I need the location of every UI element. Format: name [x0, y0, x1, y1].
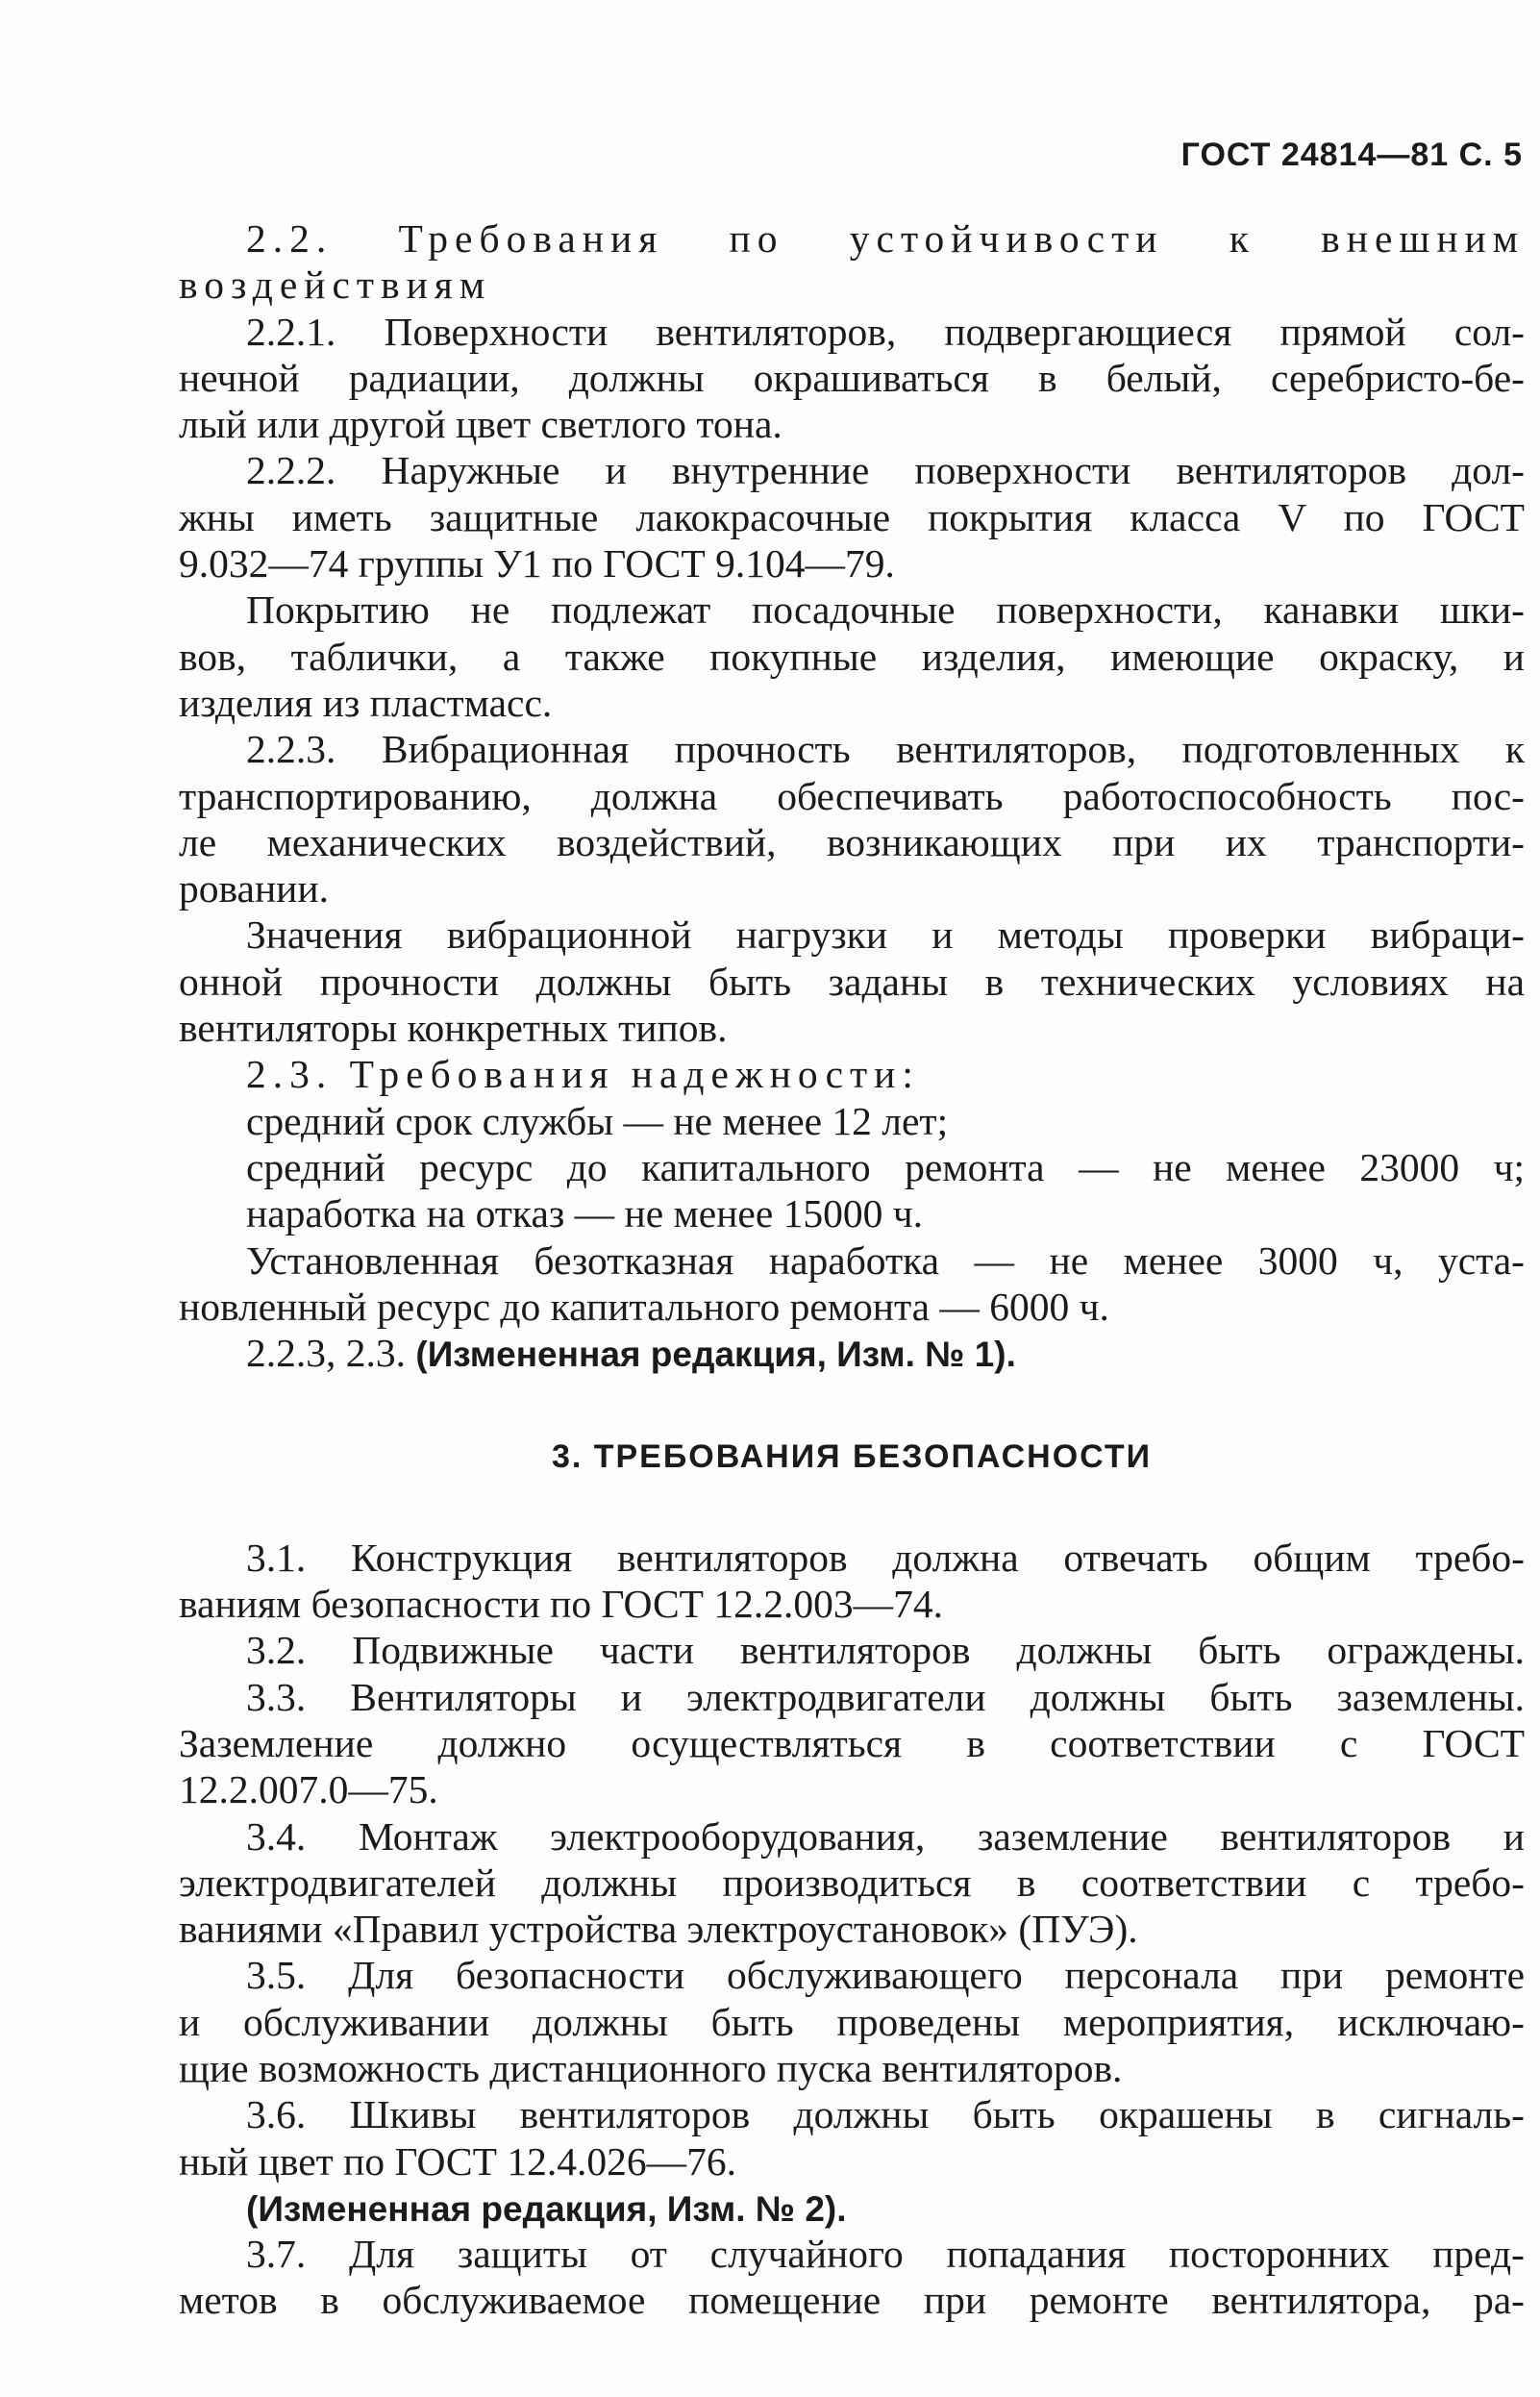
heading-2-2-line2: воздействиям — [179, 262, 492, 308]
clause-3-5-line2: и обслуживании должны быть проведены мероприятия, исключаю- — [179, 1999, 1525, 2044]
clause-2-2-3-line2: транспортированию, должна обеспечивать работоспособность пос- — [179, 773, 1525, 818]
clause-2-2-2-line2: жны иметь защитные лакокрасочные покрытия класса V по ГОСТ — [179, 494, 1525, 539]
revision-note-1-text: (Измененная редакция, Изм. № 1). — [415, 1335, 1016, 1375]
page-header: ГОСТ 24814—81 С. 5 — [1180, 137, 1523, 173]
clause-3-1-line2: ваниям безопасности по ГОСТ 12.2.003—74. — [179, 1582, 943, 1627]
clause-3-3-line2: Заземление должно осуществляться в соответствии с ГОСТ — [179, 1720, 1525, 1765]
revision-note-2-text: (Измененная редакция, Изм. № 2). — [246, 2188, 847, 2229]
vibration-load-line3: вентиляторы конкретных типов. — [179, 1006, 728, 1051]
clause-3-6-line2: ный цвет по ГОСТ 12.4.026—76. — [179, 2138, 736, 2184]
clause-3-6-line1: 3.6. Шкивы вентиляторов должны быть окрашены в сигналь- — [246, 2092, 1525, 2137]
revision-note-1 — [246, 1330, 1525, 1376]
clause-3-3-line3: 12.2.007.0—75. — [179, 1767, 438, 1812]
clause-3-7-line2: метов в обслуживаемое помещение при ремонте вентилятора, ра- — [179, 2278, 1525, 2323]
reliability-failure-free-line1: Установленная безотказная наработка — не менее 3000 ч, уста- — [246, 1237, 1525, 1283]
clause-2-2-3-line4: ровании. — [179, 866, 329, 911]
clause-2-2-1-line1: 2.2.1. Поверхности вентиляторов, подвергающиеся прямой сол- — [246, 309, 1525, 354]
clause-2-2-3-line3: ле механических воздействий, возникающих при их транспорти- — [179, 819, 1525, 864]
clause-3-5-line1: 3.5. Для безопасности обслуживающего персонала при ремонте — [246, 1953, 1525, 1998]
revision-note-1-prefix: 2.2.3, 2.3. — [246, 1331, 416, 1376]
heading-2-3: 2.3. Требования надежности: — [246, 1052, 920, 1097]
coating-exceptions-line2: вов, таблички, а также покупные изделия, имеющие окраску, и — [179, 634, 1525, 679]
clause-2-2-3-line1: 2.2.3. Вибрационная прочность вентиляторов, подготовленных к — [246, 727, 1525, 772]
clause-3-2: 3.2. Подвижные части вентиляторов должны быть ограждены. — [246, 1628, 1525, 1673]
vibration-load-line2: онной прочности должны быть заданы в технических условиях на — [179, 959, 1525, 1004]
clause-3-4-line1: 3.4. Монтаж электрооборудования, заземление вентиляторов и — [246, 1813, 1525, 1859]
reliability-failure-free-line2: новленный ресурс до капитального ремонта — 6000 ч. — [179, 1284, 1109, 1329]
heading-2-2-line1: 2.2. Требования по устойчивости к внешним — [246, 216, 1525, 261]
vibration-load-line1: Значения вибрационной нагрузки и методы проверки вибраци- — [246, 912, 1525, 958]
revision-note-2 — [246, 2185, 1525, 2231]
clause-3-7-line1: 3.7. Для защиты от случайного попадания посторонних пред- — [246, 2232, 1525, 2277]
clause-3-5-line3: щие возможность дистанционного пуска вентиляторов. — [179, 2045, 1123, 2090]
document-body — [179, 215, 1525, 2324]
clause-2-2-2-line3: 9.032—74 группы У1 по ГОСТ 9.104—79. — [179, 541, 895, 587]
clause-3-3-line1: 3.3. Вентиляторы и электродвигатели должны быть заземлены. — [246, 1674, 1525, 1719]
clause-3-1-line1: 3.1. Конструкция вентиляторов должна отвечать общим требо- — [246, 1535, 1525, 1580]
clause-2-2-2-line1: 2.2.2. Наружные и внутренние поверхности вентиляторов дол- — [246, 448, 1525, 493]
clause-3-4-line3: ваниями «Правил устройства электроустановок» (ПУЭ). — [179, 1907, 1138, 1952]
coating-exceptions-line1: Покрытию не подлежат посадочные поверхности, канавки шки- — [246, 587, 1525, 633]
reliability-service-life: средний срок службы — не менее 12 лет; — [246, 1098, 949, 1143]
section-3-title: 3. ТРЕБОВАНИЯ БЕЗОПАСНОСТИ — [551, 1438, 1153, 1476]
reliability-mtbf: наработка на отказ — не менее 15000 ч. — [246, 1191, 924, 1236]
clause-2-2-1-line3: лый или другой цвет светлого тона. — [179, 402, 782, 447]
clause-3-4-line2: электродвигателей должны производиться в соответствии с требо- — [179, 1860, 1525, 1905]
reliability-resource: средний ресурс до капитального ремонта — не менее 23000 ч; — [246, 1144, 1525, 1189]
clause-2-2-1-line2: нечной радиации, должны окрашиваться в белый, серебристо-бе- — [179, 355, 1525, 400]
coating-exceptions-line3: изделия из пластмасс. — [179, 680, 553, 725]
